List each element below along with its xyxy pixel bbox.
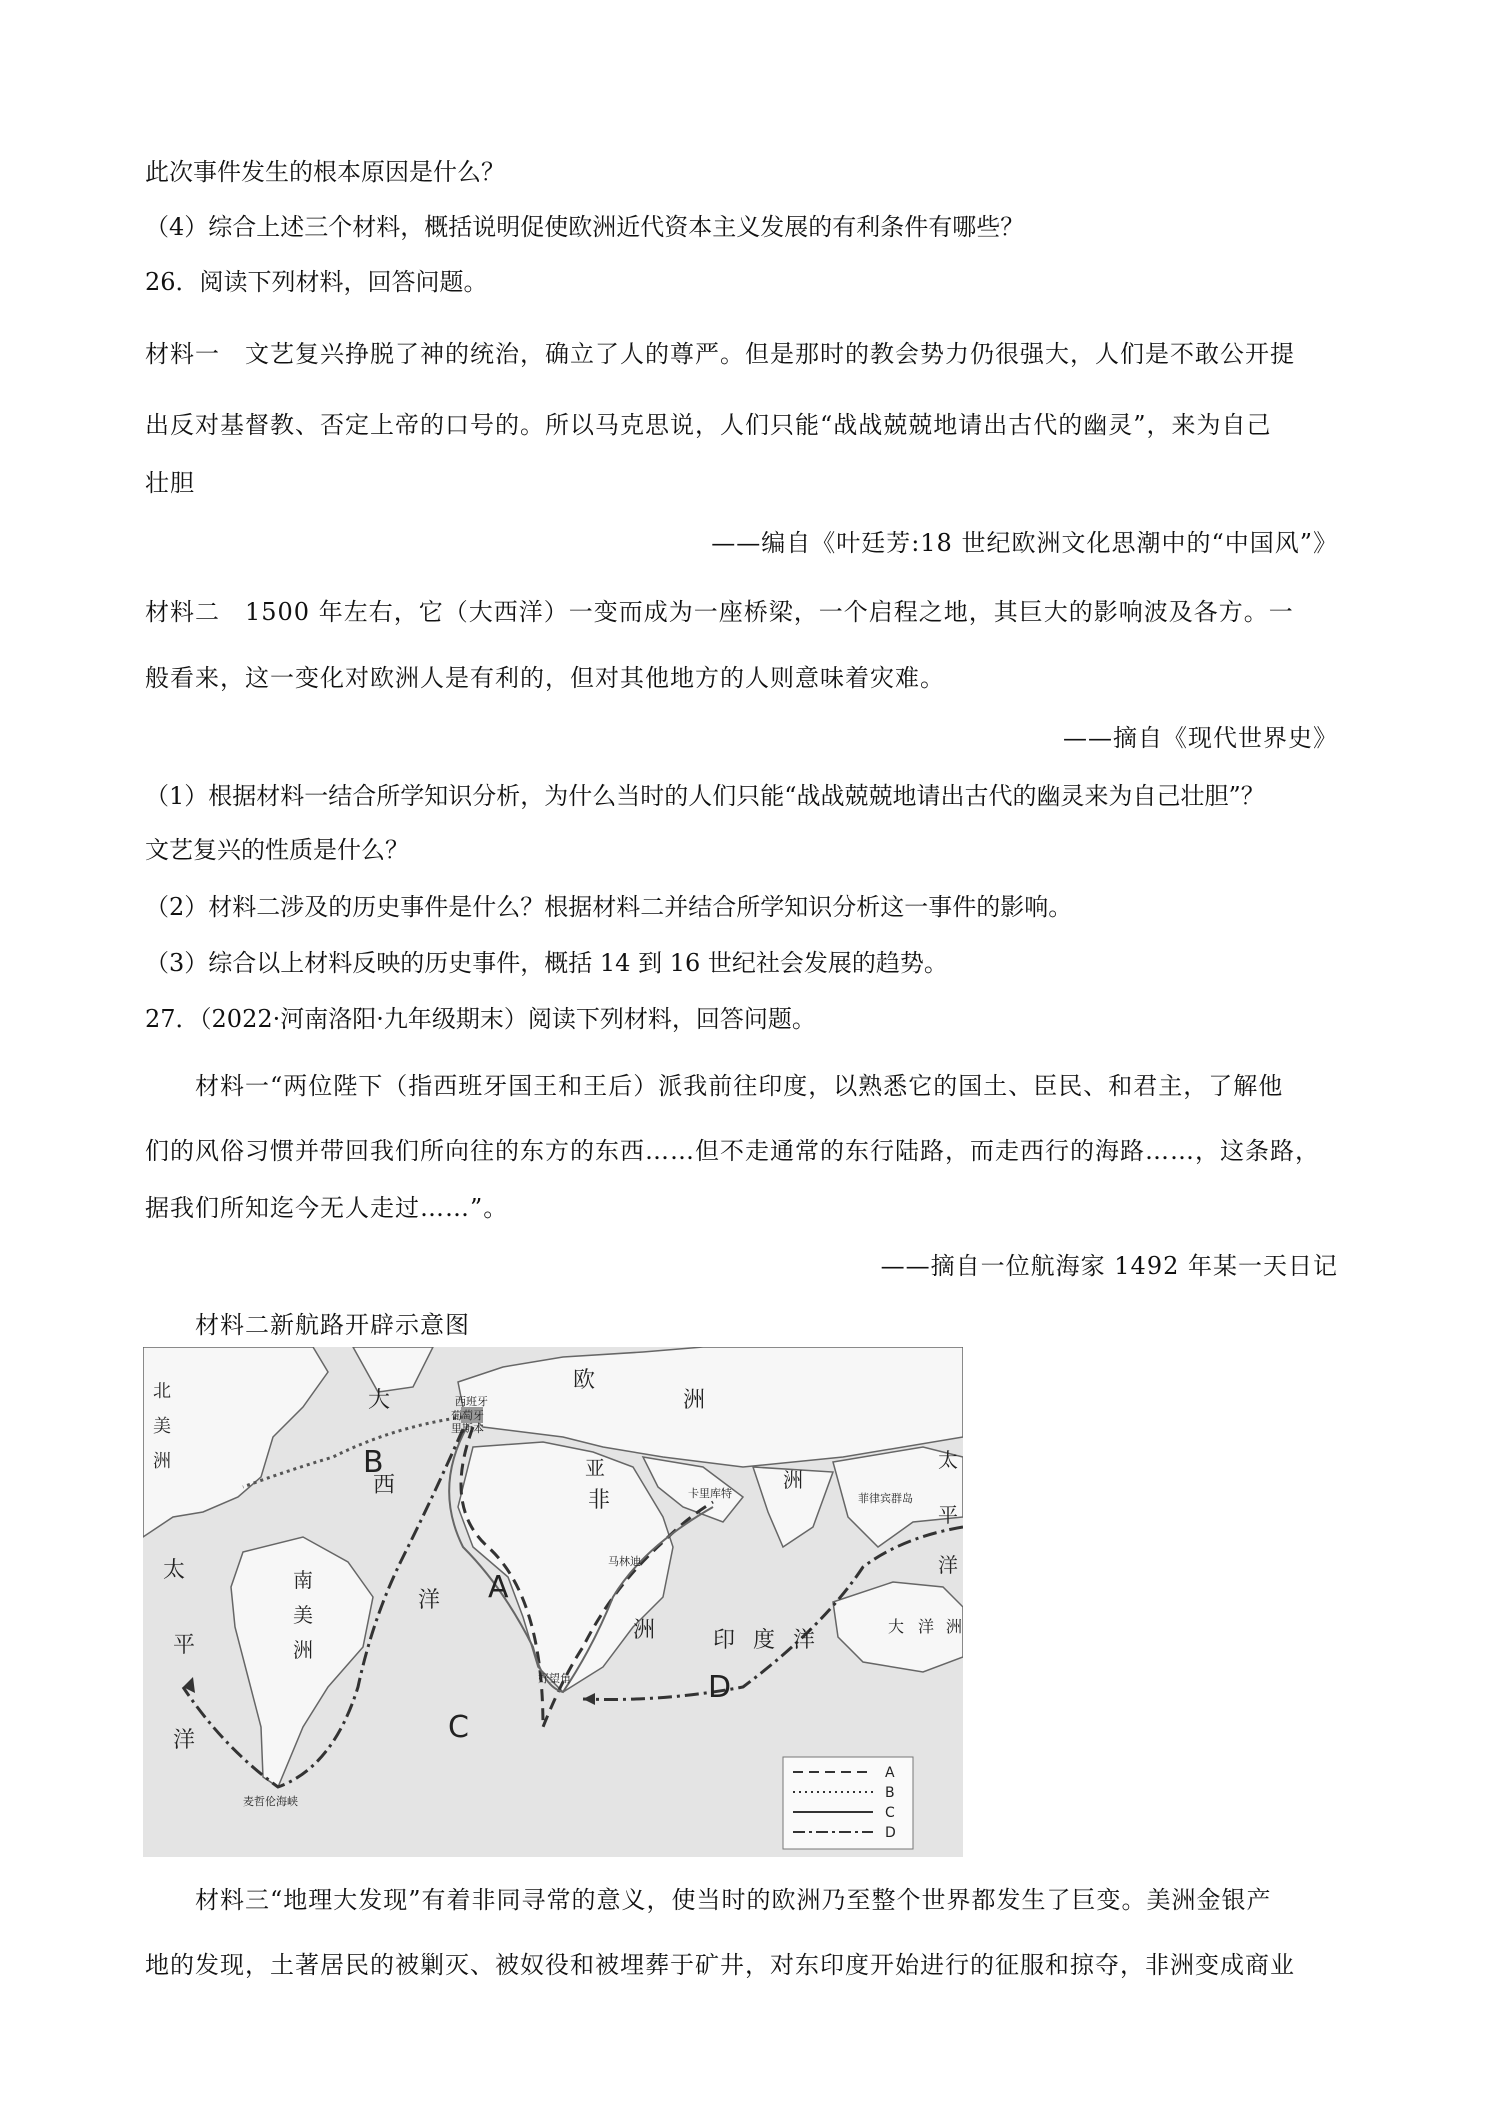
material-27-1-source: ——摘自一位航海家 1492 年某一天日记 <box>880 1252 1338 1280</box>
label-indian-3: 洋 <box>793 1628 816 1653</box>
label-pacific-right-1: 太 <box>938 1448 958 1472</box>
label-europe-1: 欧 <box>573 1368 596 1393</box>
label-oceania-3: 洲 <box>946 1617 963 1636</box>
label-north-america-3: 洲 <box>153 1451 171 1472</box>
legend-c: C <box>885 1805 895 1821</box>
material-27-2-caption: 材料二新航路开辟示意图 <box>145 1311 470 1339</box>
material-27-3-line-1: 材料三“地理大发现”有着非同寻常的意义，使当时的欧洲乃至整个世界都发生了巨变。美洲金银产 <box>145 1886 1272 1914</box>
label-philippines: 菲律宾群岛 <box>858 1492 913 1505</box>
label-north-america-1: 北 <box>153 1381 171 1402</box>
question-26-heading: 26．阅读下列材料，回答问题。 <box>145 268 488 296</box>
label-north-america-2: 美 <box>153 1416 171 1437</box>
label-oceania-2: 洋 <box>918 1617 935 1636</box>
legend-a: A <box>885 1765 895 1781</box>
material-27-1-line-3: 据我们所知迄今无人走过……”。 <box>145 1194 509 1222</box>
material-2-line-1: 材料二 1500 年左右，它（大西洋）一变而成为一座桥梁，一个启程之地，其巨大的影响波及各方。一 <box>145 598 1294 626</box>
line-question-3-tail: 此次事件发生的根本原因是什么？ <box>145 158 505 186</box>
material-2-source: ——摘自《现代世界史》 <box>1063 724 1338 752</box>
material-1-line-2: 出反对基督教、否定上帝的口号的。所以马克思说，人们只能“战战兢兢地请出古代的幽灵”，来为自己 <box>145 411 1272 439</box>
label-asia-1: 亚 <box>585 1456 605 1480</box>
label-south-america-1: 南 <box>293 1568 313 1592</box>
route-b-label: B <box>363 1445 384 1480</box>
question-26-3: （3）综合以上材料反映的历史事件，概括 14 到 16 世纪社会发展的趋势。 <box>145 949 948 977</box>
material-1-line-3: 壮胆 <box>145 469 195 497</box>
question-27-heading: 27．（2022·河南洛阳·九年级期末）阅读下列材料，回答问题。 <box>145 1005 816 1033</box>
label-indian-2: 度 <box>753 1628 776 1653</box>
label-oceania-1: 大 <box>888 1617 905 1636</box>
label-atlantic-3: 洋 <box>418 1588 441 1613</box>
material-2-line-2: 般看来，这一变化对欧洲人是有利的，但对其他地方的人则意味着灾难。 <box>145 664 945 692</box>
label-pacific-left-2: 平 <box>173 1633 196 1658</box>
label-lisbon: 里斯本 <box>451 1422 484 1435</box>
legend-d: D <box>885 1825 896 1841</box>
label-portugal: 葡萄牙 <box>451 1409 484 1422</box>
question-26-2: （2）材料二涉及的历史事件是什么？根据材料二并结合所学知识分析这一事件的影响。 <box>145 893 1073 921</box>
label-pacific-left-3: 洋 <box>173 1728 196 1753</box>
label-pacific-left-1: 太 <box>163 1558 186 1583</box>
label-malindi: 马林迪 <box>608 1555 641 1568</box>
label-calicut: 卡里库特 <box>688 1487 732 1500</box>
line-question-4: （4）综合上述三个材料，概括说明促使欧洲近代资本主义发展的有利条件有哪些？ <box>145 213 1025 241</box>
question-26-1-cont: 文艺复兴的性质是什么？ <box>145 836 409 864</box>
label-magellan-strait: 麦哲伦海峡 <box>243 1795 298 1808</box>
material-27-3-line-2: 地的发现，土著居民的被剿灭、被奴役和被埋葬于矿井，对东印度开始进行的征服和掠夺，非洲变成商业 <box>145 1951 1295 1979</box>
label-asia-2: 洲 <box>783 1468 803 1492</box>
route-d-label: D <box>708 1670 732 1705</box>
label-spain: 西班牙 <box>455 1395 488 1408</box>
label-africa-2: 洲 <box>633 1618 656 1643</box>
map-legend <box>783 1757 913 1849</box>
material-27-1-line-1: 材料一“两位陛下（指西班牙国王和王后）派我前往印度，以熟悉它的国土、臣民、和君主，了解他 <box>145 1072 1284 1100</box>
label-africa-1: 非 <box>588 1488 611 1513</box>
route-c-label: C <box>448 1710 469 1745</box>
material-27-1-line-2: 们的风俗习惯并带回我们所向往的东方的东西……但不走通常的东行陆路，而走西行的海路……，这条路， <box>145 1137 1320 1165</box>
label-atlantic-2: 西 <box>373 1473 396 1498</box>
material-1-source: ——编自《叶廷芳:18 世纪欧洲文化思潮中的“中国风”》 <box>711 529 1338 557</box>
material-1-line-1: 材料一 文艺复兴挣脱了神的统治，确立了人的尊严。但是那时的教会势力仍很强大，人们是不敢公开提 <box>145 340 1295 368</box>
label-pacific-right-3: 洋 <box>938 1553 958 1577</box>
question-26-1: （1）根据材料一结合所学知识分析，为什么当时的人们只能“战战兢兢地请出古代的幽灵来为自己壮胆”？ <box>145 782 1265 810</box>
label-pacific-right-2: 平 <box>938 1503 958 1527</box>
label-south-america-2: 美 <box>293 1603 313 1627</box>
new-sea-routes-map <box>143 1347 963 1857</box>
label-south-america-3: 洲 <box>293 1638 313 1662</box>
label-indian-1: 印 <box>713 1628 736 1653</box>
legend-b: B <box>885 1785 895 1801</box>
label-cape-of-good-hope: 好望角 <box>538 1672 571 1685</box>
label-atlantic-1: 大 <box>368 1388 391 1413</box>
route-a-label: A <box>488 1570 509 1605</box>
label-europe-2: 洲 <box>683 1388 706 1413</box>
